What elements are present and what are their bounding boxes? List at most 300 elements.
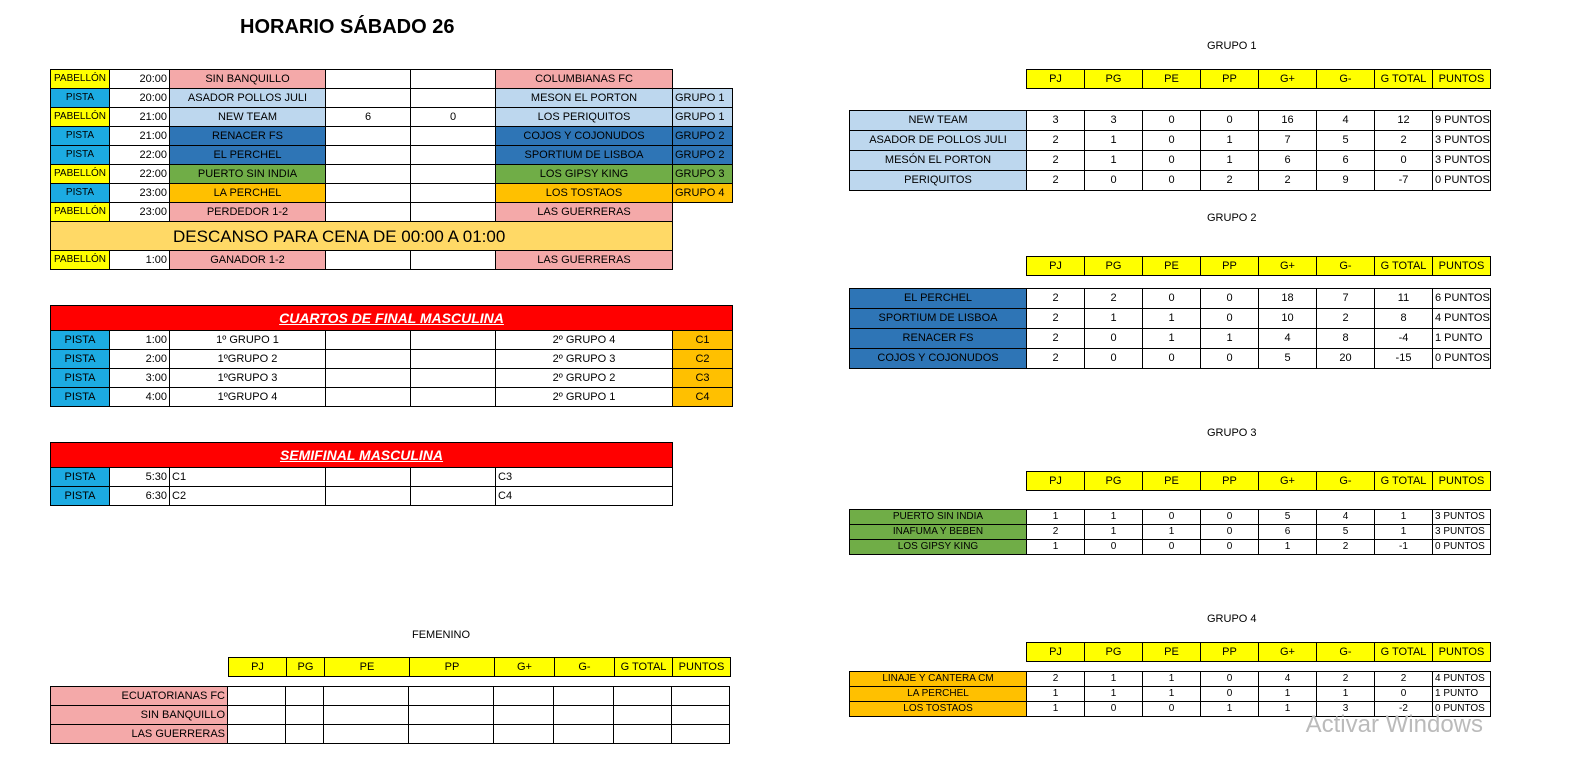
stat-cell: 3 PUNTOS [1433, 525, 1491, 540]
femenino-title: FEMENINO [412, 629, 471, 641]
away-team-cell: LOS TOSTAOS [496, 184, 673, 203]
stat-cell [324, 706, 409, 725]
table-row [51, 687, 730, 706]
stat-cell [228, 687, 286, 706]
windows-activation-watermark: Activar Windows [1305, 711, 1483, 738]
stat-cell: 2 [1027, 525, 1085, 540]
stat-cell: 1 [1085, 687, 1143, 702]
column-header: PJ [1027, 70, 1085, 89]
venue-cell: PISTA [51, 388, 110, 407]
home-team-cell: LA PERCHEL [170, 184, 326, 203]
group-cell: GRUPO 2 [673, 146, 733, 165]
stat-cell: 2 [1027, 171, 1085, 191]
stat-cell: 2 [1027, 349, 1085, 369]
table-row [51, 388, 733, 407]
table-row [51, 468, 673, 487]
stat-cell: 2 [1375, 131, 1433, 151]
match-code-cell: C4 [673, 388, 733, 407]
column-header: PE [1143, 643, 1201, 662]
column-header: G TOTAL [1375, 472, 1433, 491]
home-team-cell: NEW TEAM [170, 108, 326, 127]
stat-cell: 16 [1259, 111, 1317, 131]
home-team-cell: 1ºGRUPO 4 [170, 388, 326, 407]
stat-cell: 2 [1027, 151, 1085, 171]
stat-cell: -4 [1375, 329, 1433, 349]
score-cell [411, 331, 496, 350]
stat-cell: 1 [1259, 687, 1317, 702]
stat-cell [286, 725, 324, 744]
cuartos-title: CUARTOS DE FINAL MASCULINA [51, 306, 733, 331]
stat-cell: 2 [1317, 540, 1375, 555]
stat-cell: 1 [1143, 672, 1201, 687]
stat-cell: 1 [1201, 702, 1259, 717]
group-title: GRUPO 4 [1207, 613, 1257, 625]
team-cell: EL PERCHEL [850, 289, 1027, 309]
stat-cell [409, 725, 494, 744]
stat-cell [409, 687, 494, 706]
stat-cell: 0 [1143, 702, 1201, 717]
stat-cell: 4 [1317, 111, 1375, 131]
stat-cell [286, 706, 324, 725]
stat-cell: 0 [1085, 171, 1143, 191]
stat-cell: 9 PUNTOS [1433, 111, 1491, 131]
column-header: G TOTAL [615, 658, 673, 677]
team-cell: RENACER FS [850, 329, 1027, 349]
score-cell [411, 165, 496, 184]
score-cell [326, 165, 411, 184]
stat-cell: 0 [1143, 171, 1201, 191]
stat-cell [494, 706, 554, 725]
score-cell [326, 331, 411, 350]
stat-cell: 2 [1259, 171, 1317, 191]
stat-cell: 0 [1085, 540, 1143, 555]
team-cell: MESÓN EL PORTON [850, 151, 1027, 171]
stat-cell: -7 [1375, 171, 1433, 191]
time-cell: 21:00 [110, 127, 170, 146]
stat-cell: 12 [1375, 111, 1433, 131]
stat-cell: 0 [1375, 687, 1433, 702]
column-header: G- [1317, 472, 1375, 491]
score-cell: 0 [411, 108, 496, 127]
home-team-cell: EL PERCHEL [170, 146, 326, 165]
away-team-cell: COLUMBIANAS FC [496, 70, 673, 89]
standings-table [849, 509, 1491, 555]
group-cell: GRUPO 3 [673, 165, 733, 184]
stat-cell: 1 [1143, 525, 1201, 540]
table-row [51, 369, 733, 388]
away-team-cell: COJOS Y COJONUDOS [496, 127, 673, 146]
stat-cell: -15 [1375, 349, 1433, 369]
time-cell: 4:00 [110, 388, 170, 407]
stat-cell: 1 [1085, 672, 1143, 687]
stat-cell: 5 [1317, 131, 1375, 151]
score-cell [326, 251, 411, 270]
column-header: G+ [1259, 472, 1317, 491]
table-row [51, 127, 733, 146]
stat-cell: 3 [1085, 111, 1143, 131]
stat-cell: 0 [1201, 289, 1259, 309]
table-row [51, 725, 730, 744]
column-header: PJ [229, 658, 287, 677]
stat-cell [614, 706, 672, 725]
home-team-cell: RENACER FS [170, 127, 326, 146]
group-cell: GRUPO 1 [673, 89, 733, 108]
stat-cell: 0 [1143, 540, 1201, 555]
stat-cell [554, 725, 614, 744]
stat-cell [672, 725, 730, 744]
column-header: G- [1317, 70, 1375, 89]
stat-cell: 0 PUNTOS [1433, 171, 1491, 191]
table-row [51, 350, 733, 369]
stat-cell: 1 [1201, 131, 1259, 151]
stat-cell: 1 [1201, 151, 1259, 171]
stat-cell: 1 [1259, 540, 1317, 555]
stat-cell: 1 [1143, 329, 1201, 349]
stat-cell [228, 725, 286, 744]
stat-cell: 11 [1375, 289, 1433, 309]
home-team-cell: 1ºGRUPO 3 [170, 369, 326, 388]
stat-cell: 0 [1201, 525, 1259, 540]
stat-cell: 5 [1259, 510, 1317, 525]
standings-header [1026, 69, 1491, 89]
stat-cell: 4 [1259, 672, 1317, 687]
stat-cell: 0 [1201, 309, 1259, 329]
table-row [850, 672, 1491, 687]
femenino-header [228, 657, 731, 677]
table-row [850, 329, 1491, 349]
venue-cell: PISTA [51, 89, 110, 108]
stat-cell [324, 725, 409, 744]
score-cell [411, 468, 496, 487]
time-cell: 6:30 [110, 487, 170, 506]
group-cell [673, 70, 733, 89]
stat-cell: 18 [1259, 289, 1317, 309]
stat-cell: 0 [1085, 702, 1143, 717]
column-header: PP [1201, 472, 1259, 491]
stat-cell: 1 [1085, 131, 1143, 151]
table-row [51, 331, 733, 350]
venue-cell: PABELLÓN [51, 108, 110, 127]
venue-cell: PISTA [51, 127, 110, 146]
score-cell [326, 146, 411, 165]
stat-cell [614, 687, 672, 706]
stat-cell: 2 [1085, 289, 1143, 309]
table-row [850, 111, 1491, 131]
stat-cell: 2 [1317, 309, 1375, 329]
femenino-table [50, 686, 730, 744]
venue-cell: PISTA [51, 487, 110, 506]
venue-cell: PISTA [51, 146, 110, 165]
column-header: G- [1317, 257, 1375, 276]
standings-header [1026, 642, 1491, 662]
group-title: GRUPO 2 [1207, 212, 1257, 224]
score-cell [411, 127, 496, 146]
score-cell [411, 184, 496, 203]
score-cell [326, 487, 411, 506]
team-cell: LOS TOSTAOS [850, 702, 1027, 717]
stat-cell [324, 687, 409, 706]
time-cell: 1:00 [110, 331, 170, 350]
page-title: HORARIO SÁBADO 26 [240, 16, 455, 38]
stat-cell: 0 PUNTOS [1433, 540, 1491, 555]
time-cell: 20:00 [110, 89, 170, 108]
column-header: PP [1201, 257, 1259, 276]
stat-cell: 4 [1317, 510, 1375, 525]
stat-cell: 0 [1143, 131, 1201, 151]
score-cell [411, 487, 496, 506]
table-row [850, 309, 1491, 329]
away-team-cell: C3 [496, 468, 673, 487]
team-cell: LINAJE Y CANTERA CM [850, 672, 1027, 687]
score-cell [326, 89, 411, 108]
stat-cell: 1 [1259, 702, 1317, 717]
table-row [51, 70, 733, 89]
standings-header [1026, 256, 1491, 276]
column-header: PJ [1027, 257, 1085, 276]
team-cell: LA PERCHEL [850, 687, 1027, 702]
score-cell [411, 350, 496, 369]
stat-cell: 3 PUNTOS [1433, 131, 1491, 151]
away-team-cell: LOS GIPSY KING [496, 165, 673, 184]
column-header: G- [555, 658, 615, 677]
time-cell: 23:00 [110, 203, 170, 222]
time-cell: 5:30 [110, 468, 170, 487]
column-header: PJ [1027, 472, 1085, 491]
time-cell: 22:00 [110, 146, 170, 165]
score-cell [411, 388, 496, 407]
team-cell: ASADOR DE POLLOS JULI [850, 131, 1027, 151]
stat-cell [409, 706, 494, 725]
venue-cell: PABELLÓN [51, 70, 110, 89]
column-header: G TOTAL [1375, 257, 1433, 276]
score-cell: 6 [326, 108, 411, 127]
stat-cell: 1 [1317, 687, 1375, 702]
stat-cell: 2 [1027, 131, 1085, 151]
home-team-cell: SIN BANQUILLO [170, 70, 326, 89]
stat-cell: 1 [1085, 525, 1143, 540]
venue-cell: PISTA [51, 331, 110, 350]
group-title: GRUPO 3 [1207, 427, 1257, 439]
team-cell: PUERTO SIN INDIA [850, 510, 1027, 525]
column-header: PG [287, 658, 325, 677]
table-row [850, 289, 1491, 309]
stat-cell: 8 [1317, 329, 1375, 349]
descanso-banner: DESCANSO PARA CENA DE 00:00 A 01:00 [51, 222, 673, 251]
match-code-cell: C2 [673, 350, 733, 369]
stat-cell: 20 [1317, 349, 1375, 369]
stat-cell: 9 [1317, 171, 1375, 191]
score-cell [326, 369, 411, 388]
schedule-table [50, 69, 733, 270]
stat-cell: 1 [1143, 309, 1201, 329]
team-cell: NEW TEAM [850, 111, 1027, 131]
team-cell: SPORTIUM DE LISBOA [850, 309, 1027, 329]
home-team-cell: PERDEDOR 1-2 [170, 203, 326, 222]
column-header: PG [1085, 70, 1143, 89]
stat-cell: -1 [1375, 540, 1433, 555]
column-header: PG [1085, 257, 1143, 276]
stat-cell [554, 706, 614, 725]
team-cell: INAFUMA Y BEBEN [850, 525, 1027, 540]
stat-cell: 2 [1201, 171, 1259, 191]
table-row [850, 510, 1491, 525]
group-title: GRUPO 1 [1207, 40, 1257, 52]
table-row [850, 151, 1491, 171]
table-row [850, 349, 1491, 369]
home-team-cell: GANADOR 1-2 [170, 251, 326, 270]
time-cell: 3:00 [110, 369, 170, 388]
column-header: PUNTOS [1433, 257, 1491, 276]
home-team-cell: PUERTO SIN INDIA [170, 165, 326, 184]
home-team-cell: 1ºGRUPO 2 [170, 350, 326, 369]
group-cell: GRUPO 4 [673, 184, 733, 203]
table-row [850, 540, 1491, 555]
match-code-cell: C3 [673, 369, 733, 388]
table-row [51, 165, 733, 184]
score-cell [411, 70, 496, 89]
stat-cell: 1 PUNTO [1433, 329, 1491, 349]
away-team-cell: C4 [496, 487, 673, 506]
time-cell: 20:00 [110, 70, 170, 89]
stat-cell: 5 [1317, 525, 1375, 540]
stat-cell: 0 [1143, 151, 1201, 171]
stat-cell: 7 [1317, 289, 1375, 309]
semifinal-table [50, 442, 673, 506]
score-cell [326, 388, 411, 407]
stat-cell: 6 PUNTOS [1433, 289, 1491, 309]
score-cell [411, 89, 496, 108]
table-row [51, 146, 733, 165]
column-header: PUNTOS [1433, 472, 1491, 491]
away-team-cell: 2º GRUPO 4 [496, 331, 673, 350]
stat-cell: -2 [1375, 702, 1433, 717]
venue-cell: PISTA [51, 369, 110, 388]
column-header: PUNTOS [673, 658, 731, 677]
score-cell [411, 203, 496, 222]
away-team-cell: LOS PERIQUITOS [496, 108, 673, 127]
stat-cell: 1 [1085, 151, 1143, 171]
stat-cell: 0 [1201, 672, 1259, 687]
stat-cell: 0 [1375, 151, 1433, 171]
stat-cell: 0 [1143, 111, 1201, 131]
column-header: PP [1201, 70, 1259, 89]
stat-cell [286, 687, 324, 706]
away-team-cell: 2º GRUPO 2 [496, 369, 673, 388]
stat-cell: 2 [1317, 672, 1375, 687]
table-row [850, 525, 1491, 540]
cuartos-table [50, 305, 733, 407]
stat-cell: 2 [1027, 289, 1085, 309]
score-cell [326, 127, 411, 146]
stat-cell: 4 PUNTOS [1433, 672, 1491, 687]
stat-cell: 7 [1259, 131, 1317, 151]
score-cell [326, 184, 411, 203]
stat-cell: 0 PUNTOS [1433, 349, 1491, 369]
team-cell: LAS GUERRERAS [51, 725, 228, 744]
semifinal-title: SEMIFINAL MASCULINA [51, 443, 673, 468]
stat-cell: 0 [1085, 349, 1143, 369]
stat-cell: 1 [1375, 525, 1433, 540]
stat-cell: 3 [1027, 111, 1085, 131]
away-team-cell: 2º GRUPO 3 [496, 350, 673, 369]
match-code-cell: C1 [673, 331, 733, 350]
score-cell [411, 369, 496, 388]
stat-cell: 6 [1259, 525, 1317, 540]
stat-cell: 0 [1143, 349, 1201, 369]
team-cell: LOS GIPSY KING [850, 540, 1027, 555]
stat-cell: 0 [1201, 111, 1259, 131]
column-header: PUNTOS [1433, 643, 1491, 662]
stat-cell: 3 PUNTOS [1433, 151, 1491, 171]
away-team-cell: LAS GUERRERAS [496, 251, 673, 270]
stat-cell: 5 [1259, 349, 1317, 369]
column-header: PP [1201, 643, 1259, 662]
venue-cell: PISTA [51, 350, 110, 369]
standings-header [1026, 471, 1491, 491]
venue-cell: PABELLÓN [51, 251, 110, 270]
stat-cell: 4 PUNTOS [1433, 309, 1491, 329]
column-header: G+ [495, 658, 555, 677]
time-cell: 22:00 [110, 165, 170, 184]
table-row [51, 89, 733, 108]
column-header: G+ [1259, 257, 1317, 276]
table-row [850, 687, 1491, 702]
team-cell: COJOS Y COJONUDOS [850, 349, 1027, 369]
time-cell: 1:00 [110, 251, 170, 270]
table-row [51, 251, 733, 270]
venue-cell: PISTA [51, 184, 110, 203]
score-cell [326, 468, 411, 487]
column-header: PE [1143, 70, 1201, 89]
column-header: PG [1085, 643, 1143, 662]
stat-cell [494, 687, 554, 706]
stat-cell: 0 PUNTOS [1433, 702, 1491, 717]
stat-cell: 1 [1027, 510, 1085, 525]
column-header: PG [1085, 472, 1143, 491]
stat-cell [228, 706, 286, 725]
stat-cell: 1 [1143, 687, 1201, 702]
table-row [51, 108, 733, 127]
column-header: G TOTAL [1375, 70, 1433, 89]
home-team-cell: 1º GRUPO 1 [170, 331, 326, 350]
stat-cell: 0 [1201, 687, 1259, 702]
stat-cell: 1 [1085, 510, 1143, 525]
group-cell: GRUPO 2 [673, 127, 733, 146]
column-header: G- [1317, 643, 1375, 662]
table-row [51, 706, 730, 725]
score-cell [326, 350, 411, 369]
column-header: G TOTAL [1375, 643, 1433, 662]
column-header: G+ [1259, 70, 1317, 89]
table-row [51, 487, 673, 506]
away-team-cell: LAS GUERRERAS [496, 203, 673, 222]
stat-cell: 0 [1201, 510, 1259, 525]
stat-cell: 0 [1085, 329, 1143, 349]
stat-cell: 2 [1375, 672, 1433, 687]
stat-cell: 8 [1375, 309, 1433, 329]
column-header: PE [1143, 257, 1201, 276]
stat-cell [672, 687, 730, 706]
away-team-cell: MESON EL PORTON [496, 89, 673, 108]
stat-cell [672, 706, 730, 725]
stat-cell: 3 PUNTOS [1433, 510, 1491, 525]
stat-cell: 0 [1143, 510, 1201, 525]
venue-cell: PABELLÓN [51, 203, 110, 222]
column-header: PUNTOS [1433, 70, 1491, 89]
stat-cell: 1 [1375, 510, 1433, 525]
venue-cell: PABELLÓN [51, 165, 110, 184]
column-header: PE [1143, 472, 1201, 491]
